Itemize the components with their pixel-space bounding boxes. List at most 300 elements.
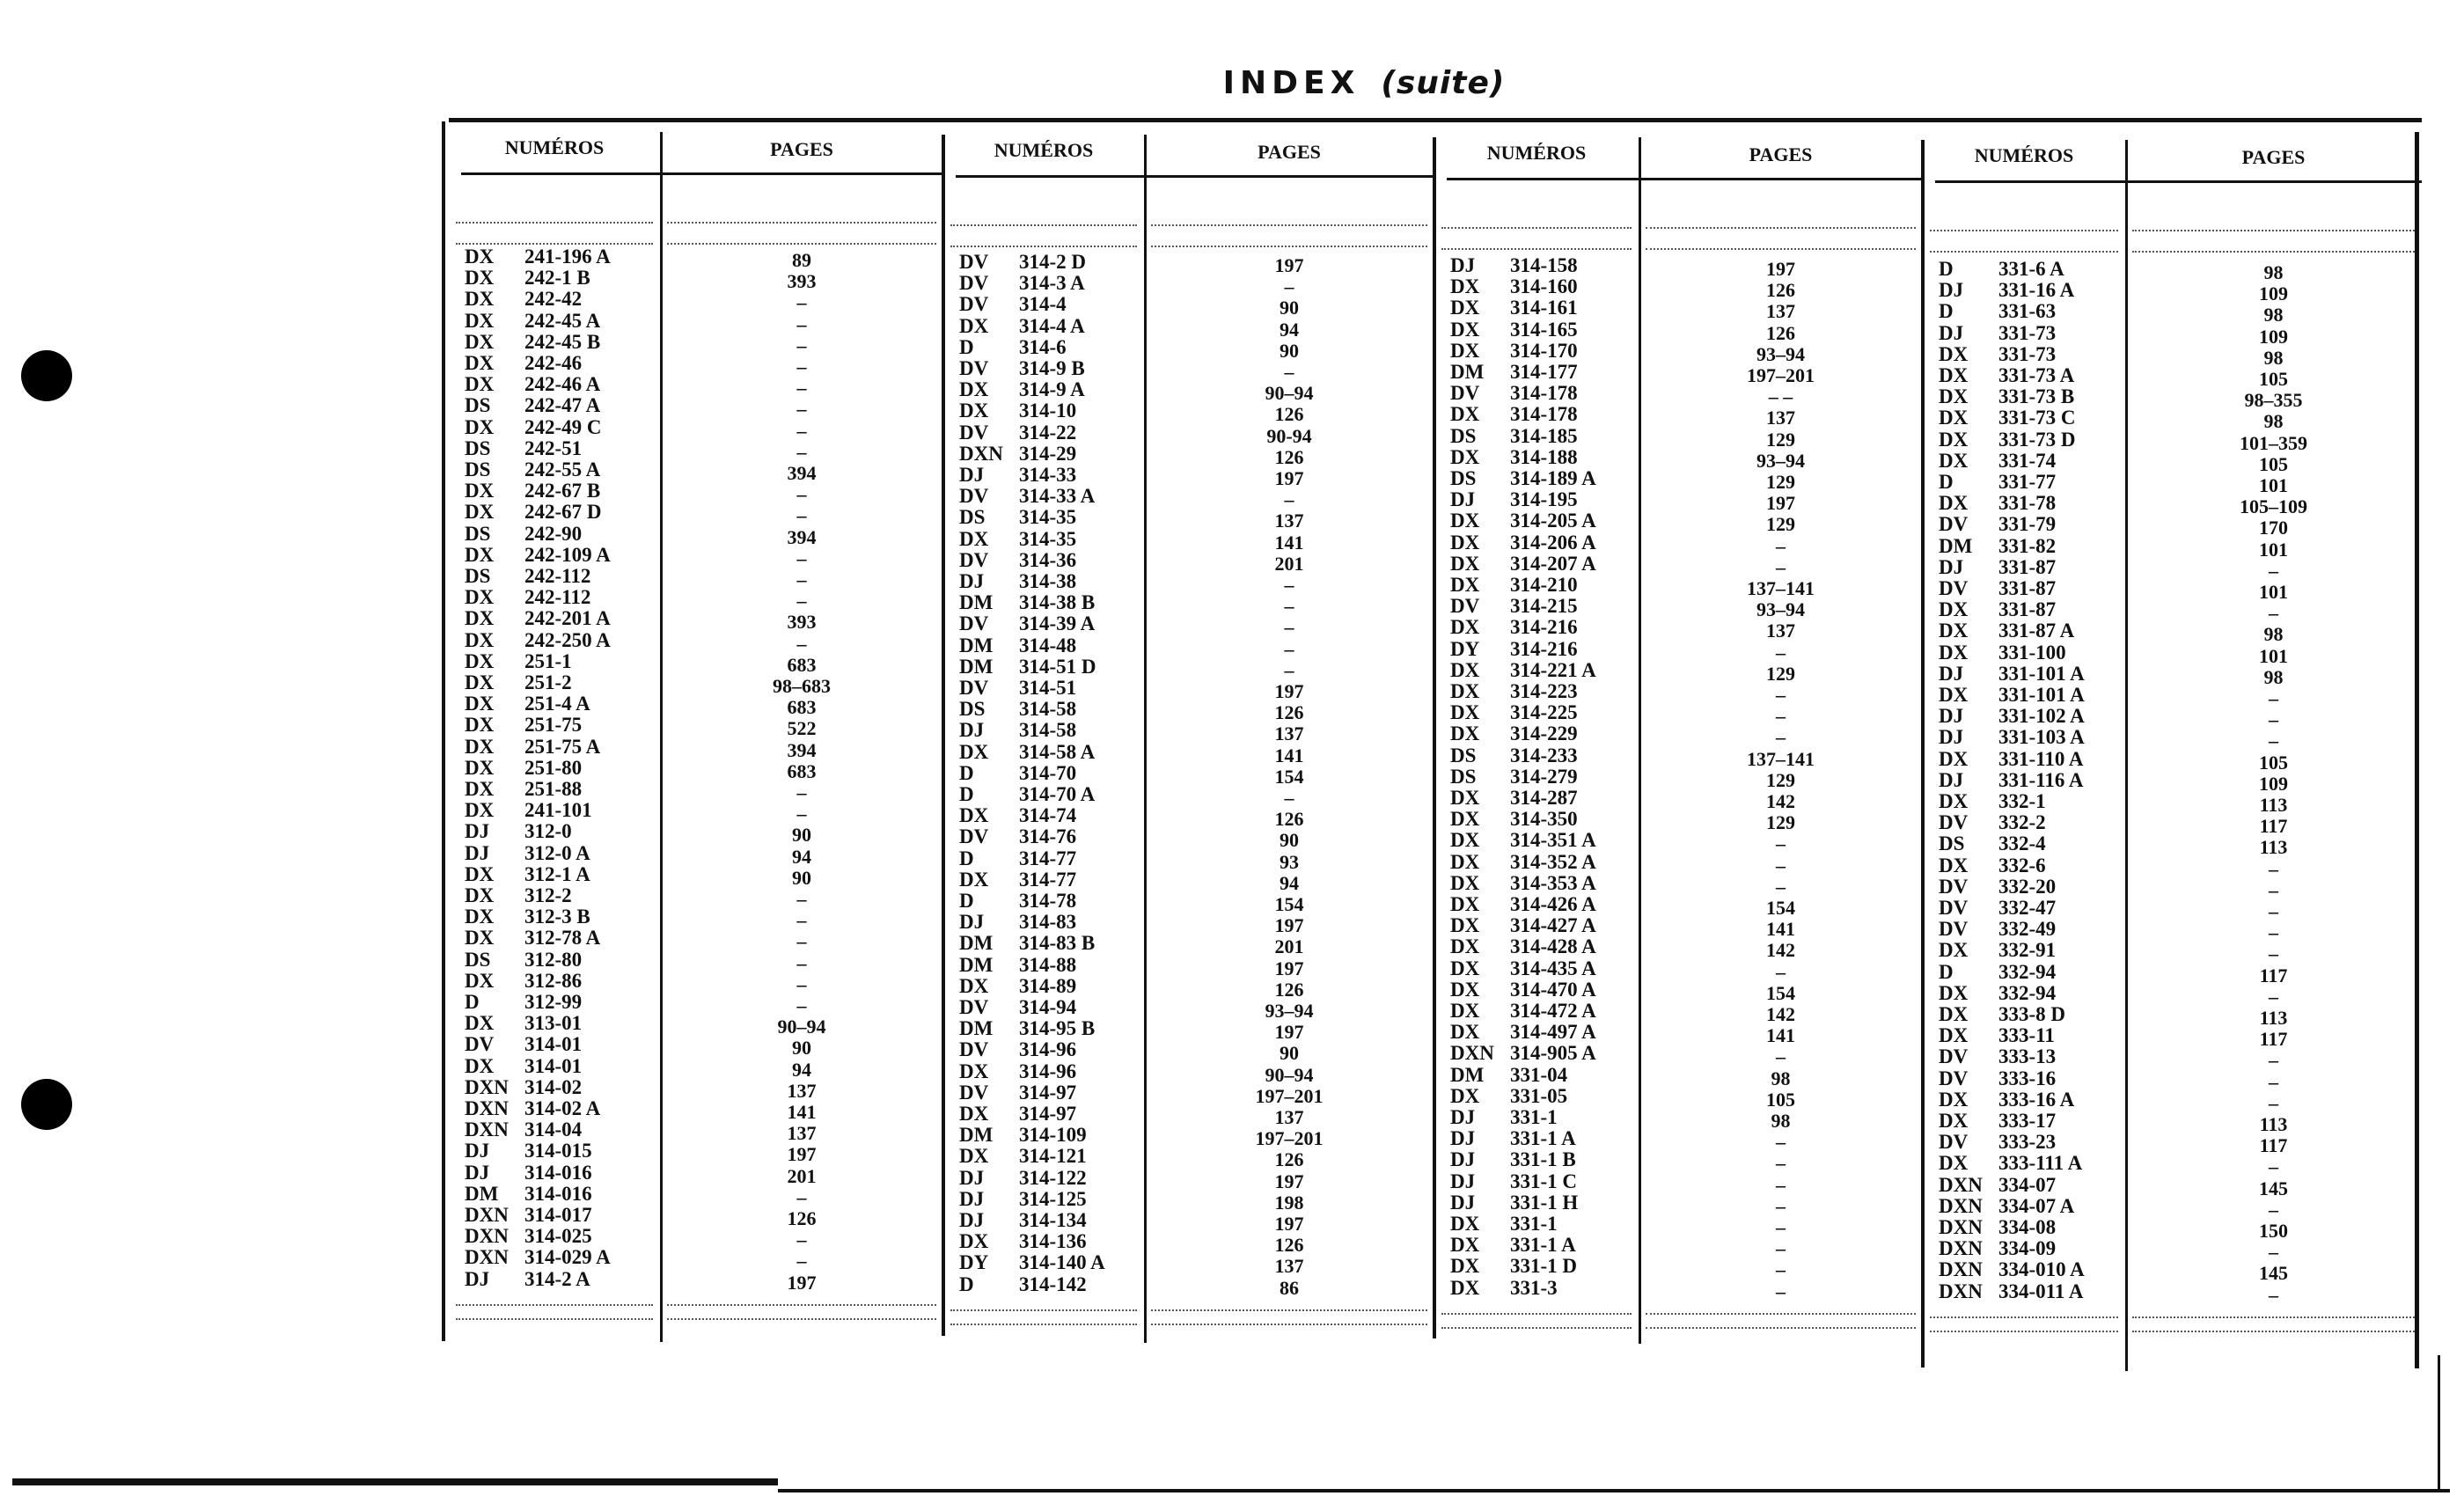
page-ref: 98: [2263, 665, 2284, 688]
index-row: [1450, 873, 1596, 894]
punch-hole-bottom: [21, 1079, 72, 1130]
table-left-border: [442, 121, 445, 1341]
page-ref: –: [1776, 1152, 1786, 1175]
part-number: 241-101: [524, 799, 592, 822]
part-number: 314-142: [1019, 1272, 1087, 1295]
part-number: 314-161: [1510, 297, 1578, 319]
series-code: DJ: [959, 1166, 985, 1189]
series-code: DXN: [1939, 1194, 1983, 1217]
page-ref: –: [1776, 1216, 1786, 1238]
part-number: 312-0 A: [524, 841, 590, 864]
series-code: DXN: [1939, 1216, 1983, 1238]
page-ref: 137: [1766, 300, 1795, 323]
series-code: DJ: [1450, 1106, 1476, 1128]
dotted-rule: [1441, 227, 1632, 229]
series-code: DX: [465, 586, 495, 609]
page-ref: 145: [2259, 1262, 2288, 1285]
part-number: 331-1 H: [1510, 1191, 1579, 1214]
series-code: D: [959, 847, 974, 869]
part-number: 314-134: [1019, 1209, 1087, 1231]
index-row: [1450, 1065, 1567, 1086]
index-row: [1450, 723, 1578, 744]
index-row: [1939, 1153, 2082, 1174]
page-ref: 137: [787, 1079, 817, 1102]
dotted-rule: [1441, 1313, 1632, 1315]
page-ref: 98: [1771, 1067, 1791, 1089]
series-code: DX: [1450, 808, 1480, 831]
page-ref: 170: [2259, 517, 2288, 539]
part-number: 331-1 D: [1510, 1255, 1578, 1278]
page-ref: 197: [1766, 258, 1795, 280]
series-code: D: [1939, 258, 1954, 280]
page-ref: 90: [1280, 1042, 1299, 1065]
series-code: DXN: [465, 1075, 509, 1098]
page-ref: 154: [1274, 893, 1304, 915]
dotted-rule: [1646, 227, 1916, 229]
index-row: [465, 779, 582, 800]
series-code: DJ: [1450, 1127, 1476, 1150]
part-number: 314-160: [1510, 275, 1578, 298]
part-number: 314-4: [1019, 293, 1067, 316]
series-code: DX: [1450, 574, 1480, 596]
series-code: DXN: [465, 1097, 509, 1119]
part-number: 314-121: [1019, 1145, 1087, 1168]
dotted-rule: [1930, 251, 2118, 253]
index-row: [465, 1056, 582, 1077]
page-ref: 154: [1766, 981, 1795, 1004]
series-code: DM: [959, 634, 994, 656]
bottom-rule-left: [12, 1478, 778, 1485]
part-number: 314-01: [524, 1033, 583, 1056]
series-code: DX: [1450, 957, 1480, 979]
index-row: [1939, 1238, 2056, 1259]
part-number: 314-177: [1510, 361, 1578, 383]
header-rule: [956, 175, 1434, 178]
dotted-rule: [950, 246, 1137, 247]
series-code: DX: [465, 628, 495, 651]
index-row: [959, 252, 1086, 273]
series-code: DX: [1450, 978, 1480, 1001]
part-number: 314-109: [1019, 1124, 1087, 1147]
index-row: [465, 1119, 582, 1140]
index-row: [1939, 280, 2074, 301]
page-ref: 90: [1280, 297, 1299, 319]
page-ref: –: [796, 632, 807, 655]
part-number: 331-100: [1998, 641, 2066, 664]
part-number: 314-189 A: [1510, 467, 1596, 489]
index-row: [1939, 344, 2056, 365]
page-ref: –: [2269, 559, 2278, 582]
part-number: 314-016: [524, 1161, 592, 1184]
part-number: 331-116 A: [1998, 768, 2084, 791]
index-row: [1939, 855, 2046, 876]
part-number: 332-6: [1998, 854, 2046, 876]
page-ref: 198: [1274, 1191, 1304, 1214]
index-row: [465, 566, 590, 587]
page-ref: –: [2269, 730, 2278, 752]
right-edge-line: [2438, 1355, 2440, 1492]
index-row: [959, 358, 1085, 379]
series-code: DM: [959, 591, 994, 614]
index-row: [1939, 833, 2046, 854]
page-ref: 93–94: [1756, 598, 1805, 621]
page-ref: 90: [792, 1037, 811, 1060]
page-ref: 117: [2259, 815, 2288, 838]
part-number: 331-04: [1510, 1063, 1568, 1086]
dotted-rule: [2132, 251, 2415, 253]
group-divider: [1921, 140, 1925, 1368]
series-code: DX: [465, 693, 495, 715]
page-ref: –: [796, 377, 807, 400]
index-row: [959, 1274, 1087, 1295]
part-number: 314-472 A: [1510, 1000, 1596, 1022]
page-ref: 89: [792, 249, 811, 271]
part-number: 314-221 A: [1510, 658, 1596, 681]
page-ref: –: [796, 334, 807, 356]
page-ref: 129: [1766, 471, 1795, 493]
series-code: DX: [959, 1230, 989, 1253]
part-number: 314-89: [1019, 974, 1077, 997]
page-ref: 105: [2259, 368, 2288, 390]
index-row: [959, 1104, 1076, 1125]
page-ref: 393: [787, 611, 817, 634]
index-row: [1939, 706, 2085, 727]
page-title: [0, 65, 2464, 101]
part-number: 331-1: [1510, 1106, 1558, 1128]
index-row: [959, 720, 1076, 741]
index-row: [1939, 898, 2056, 919]
series-code: DJ: [1450, 1148, 1476, 1171]
series-code: DV: [1939, 897, 1969, 919]
index-row: [465, 864, 590, 885]
series-code: DX: [1450, 1255, 1480, 1278]
page-ref: 154: [1766, 897, 1795, 919]
series-code: DS: [465, 948, 491, 971]
page-ref: 137: [1766, 620, 1795, 642]
index-row: [959, 805, 1076, 826]
series-code: DX: [1939, 407, 1969, 429]
series-code: DX: [959, 314, 989, 337]
page-ref: –: [796, 398, 807, 421]
series-code: DX: [1450, 850, 1480, 873]
series-code: DY: [959, 1251, 989, 1274]
index-row: [959, 656, 1096, 678]
page-ref: –: [1776, 1194, 1786, 1217]
page-ref: 105: [2259, 751, 2288, 774]
page-ref: 394: [787, 462, 817, 484]
page-ref: 683: [787, 653, 817, 676]
part-number: 314-38: [1019, 570, 1077, 592]
series-code: DM: [959, 1017, 994, 1040]
index-row: [1450, 1022, 1596, 1043]
series-code: DX: [465, 330, 495, 353]
page-ref: 141: [1274, 744, 1304, 766]
index-row: [959, 933, 1095, 954]
series-code: D: [959, 335, 974, 358]
dotted-rule: [456, 243, 653, 245]
part-number: 333-13: [1998, 1045, 2057, 1068]
part-number: 331-73: [1998, 321, 2057, 344]
header-rule: [1447, 178, 1923, 180]
index-row: [959, 1082, 1076, 1104]
series-code: DV: [1939, 513, 1969, 536]
page-ref: –: [1776, 726, 1786, 749]
part-number: 331-101 A: [1998, 662, 2085, 685]
page-ref: –: [796, 312, 807, 335]
series-code: DX: [1450, 701, 1480, 724]
index-row: [959, 1189, 1087, 1210]
series-code: DX: [1939, 684, 1969, 706]
series-code: DX: [465, 415, 495, 438]
series-code: DV: [959, 485, 989, 508]
part-number: 332-2: [1998, 811, 2046, 834]
series-code: DV: [1939, 1131, 1969, 1154]
index-row: [959, 1125, 1087, 1146]
part-number: 331-73: [1998, 342, 2057, 365]
page-ref: 137: [787, 1122, 817, 1145]
part-number: 314-017: [524, 1204, 592, 1226]
index-row: [465, 1269, 590, 1290]
series-code: D: [1939, 300, 1954, 323]
index-row: [959, 379, 1085, 400]
index-row: [465, 1077, 582, 1098]
page-ref: 683: [787, 696, 817, 719]
page-ref: 113: [2259, 1113, 2288, 1135]
index-row: [1450, 1001, 1596, 1022]
index-row: [1939, 727, 2085, 748]
part-number: 332-94: [1998, 981, 2057, 1004]
series-code: DX: [465, 906, 495, 928]
part-number: 331-74: [1998, 449, 2057, 472]
page-ref: 101: [2259, 538, 2288, 561]
part-number: 242-55 A: [524, 458, 601, 480]
index-row: [1939, 451, 2056, 472]
page-ref: 94: [1280, 871, 1299, 894]
page-ref: –: [1776, 641, 1786, 664]
series-code: DS: [465, 394, 491, 417]
index-row: [1939, 514, 2056, 535]
index-row: [1450, 788, 1578, 809]
page-ref: 137: [1274, 722, 1304, 745]
part-number: 331-1 A: [1510, 1127, 1576, 1150]
part-number: 314-29: [1019, 442, 1077, 465]
series-code: DS: [465, 522, 491, 545]
index-row: [1450, 1235, 1576, 1256]
index-row: [959, 294, 1067, 315]
index-row: [1939, 1004, 2065, 1025]
part-number: 312-99: [524, 991, 583, 1013]
series-code: DX: [1939, 385, 1969, 408]
part-number: 331-82: [1998, 534, 2057, 557]
part-number: 242-51: [524, 436, 583, 459]
series-code: DX: [959, 1145, 989, 1168]
part-number: 331-102 A: [1998, 705, 2085, 728]
index-row: [465, 821, 572, 842]
series-code: DX: [465, 480, 495, 502]
part-number: 314-9 A: [1019, 378, 1085, 401]
part-number: 314-216: [1510, 616, 1578, 639]
index-row: [959, 848, 1076, 869]
part-number: 314-205 A: [1510, 510, 1596, 532]
page-ref: 137: [1274, 1106, 1304, 1128]
index-row: [1450, 639, 1578, 660]
part-number: 314-88: [1019, 953, 1077, 976]
page-ref: 101: [2259, 644, 2288, 667]
header-numeros: NUMÉROS: [504, 136, 605, 158]
part-number: 314-39 A: [1019, 612, 1096, 635]
series-code: DV: [959, 1081, 989, 1104]
series-code: DJ: [1450, 1170, 1476, 1192]
dotted-rule: [1441, 1327, 1632, 1329]
series-code: DXN: [1450, 1042, 1494, 1065]
part-number: 314-125: [1019, 1187, 1087, 1210]
part-number: 314-6: [1019, 335, 1067, 358]
index-row: [465, 1184, 592, 1205]
dotted-rule: [950, 1324, 1137, 1325]
page-ref: 129: [1766, 513, 1795, 536]
index-row: [959, 550, 1076, 571]
dotted-rule: [1151, 224, 1427, 226]
index-row: [465, 843, 590, 864]
page-ref: 393: [787, 270, 817, 293]
bottom-rule-right: [778, 1489, 2450, 1492]
series-code: DX: [1450, 787, 1480, 809]
page-ref: –: [2269, 878, 2278, 901]
series-code: DX: [465, 1012, 495, 1035]
series-code: DX: [1450, 1213, 1480, 1235]
series-code: DX: [465, 543, 495, 566]
part-number: 331-1 B: [1510, 1148, 1576, 1171]
series-code: DX: [1450, 1084, 1480, 1107]
series-code: D: [1939, 471, 1954, 493]
series-code: DJ: [1450, 1191, 1476, 1214]
index-row: [1939, 536, 2056, 557]
series-code: DX: [959, 1060, 989, 1082]
page-ref: –: [796, 483, 807, 506]
part-number: 314-140 A: [1019, 1251, 1105, 1274]
part-number: 331-63: [1998, 300, 2057, 323]
series-code: DX: [959, 1103, 989, 1125]
page-ref: 142: [1766, 790, 1795, 812]
series-code: DX: [959, 974, 989, 997]
part-number: 332-91: [1998, 939, 2057, 962]
page-ref: 94: [792, 1058, 811, 1081]
part-number: 331-73 A: [1998, 364, 2075, 386]
part-number: 331-103 A: [1998, 726, 2085, 749]
index-row: [465, 374, 600, 395]
part-number: 312-80: [524, 948, 583, 971]
series-code: DX: [1450, 935, 1480, 958]
part-number: 314-97: [1019, 1081, 1077, 1104]
index-row: [1939, 749, 2083, 770]
series-code: D: [1939, 960, 1954, 983]
part-number: 314-78: [1019, 890, 1077, 912]
part-number: 314-58: [1019, 719, 1077, 742]
page-ref: –: [2269, 1091, 2278, 1114]
series-code: DX: [1450, 552, 1480, 575]
part-number: 241-196 A: [524, 246, 611, 268]
page-ref: –: [1776, 1280, 1786, 1302]
index-row: [959, 699, 1076, 720]
part-number: 314-188: [1510, 445, 1578, 468]
series-code: D: [465, 991, 480, 1013]
part-number: 334-011 A: [1998, 1280, 2084, 1302]
header-pages: PAGES: [1749, 143, 1813, 165]
index-row: [1450, 1107, 1558, 1128]
part-number: 331-73 C: [1998, 407, 2076, 429]
index-row: [465, 1162, 592, 1184]
series-code: DS: [1450, 744, 1477, 766]
part-number: 314-185: [1510, 424, 1578, 447]
index-row: [465, 268, 590, 289]
series-code: DX: [465, 352, 495, 374]
series-code: DX: [1450, 403, 1480, 426]
part-number: 334-09: [1998, 1237, 2057, 1260]
series-code: DX: [1450, 1021, 1480, 1044]
page-ref: –: [2269, 1070, 2278, 1093]
index-row: [465, 353, 582, 374]
part-number: 312-2: [524, 884, 572, 906]
page-ref: 137–141: [1747, 577, 1815, 599]
index-row: [1450, 979, 1596, 1001]
index-row: [1450, 510, 1596, 532]
index-row: [465, 1013, 582, 1034]
part-number: 314-016: [524, 1182, 592, 1205]
index-row: [465, 928, 600, 949]
series-code: DX: [1939, 364, 1969, 386]
part-number: 331-16 A: [1998, 279, 2075, 302]
page-ref: 197–201: [1255, 1084, 1324, 1107]
series-code: DS: [465, 458, 491, 480]
page-ref: –: [2269, 900, 2278, 922]
index-row: [959, 444, 1076, 465]
header-rule: [461, 172, 943, 175]
series-code: DX: [465, 649, 495, 672]
part-number: 314-02 A: [524, 1097, 601, 1119]
dotted-rule: [950, 1309, 1137, 1311]
series-code: DJ: [959, 464, 985, 486]
series-code: DV: [959, 272, 989, 295]
series-code: DM: [959, 932, 994, 955]
index-row: [1450, 362, 1578, 383]
page-ref: 197: [1274, 1021, 1304, 1044]
series-code: DX: [1939, 747, 1969, 770]
series-code: DX: [465, 927, 495, 950]
dotted-rule: [1646, 248, 1916, 250]
page-ref: –: [1284, 637, 1294, 660]
part-number: 314-33: [1019, 464, 1077, 486]
index-row: [465, 289, 582, 310]
series-code: DX: [1939, 492, 1969, 515]
part-number: 314-10: [1019, 400, 1077, 422]
series-code: DJ: [1939, 555, 1964, 578]
page-ref: 197: [1274, 1170, 1304, 1192]
part-number: 314-48: [1019, 634, 1077, 656]
series-code: DJ: [1939, 662, 1964, 685]
series-code: DX: [1939, 854, 1969, 876]
series-code: DX: [465, 884, 495, 906]
part-number: 312-0: [524, 820, 572, 843]
part-number: 334-08: [1998, 1216, 2057, 1238]
index-row: [465, 992, 582, 1013]
page-ref: 137–141: [1747, 747, 1815, 770]
page-ref: 150: [2259, 1220, 2288, 1242]
part-number: 242-112: [524, 586, 591, 609]
index-row: [1939, 1089, 2074, 1111]
index-row: [1450, 617, 1578, 638]
page-ref: 141: [787, 1101, 817, 1123]
index-row: [959, 1061, 1076, 1082]
